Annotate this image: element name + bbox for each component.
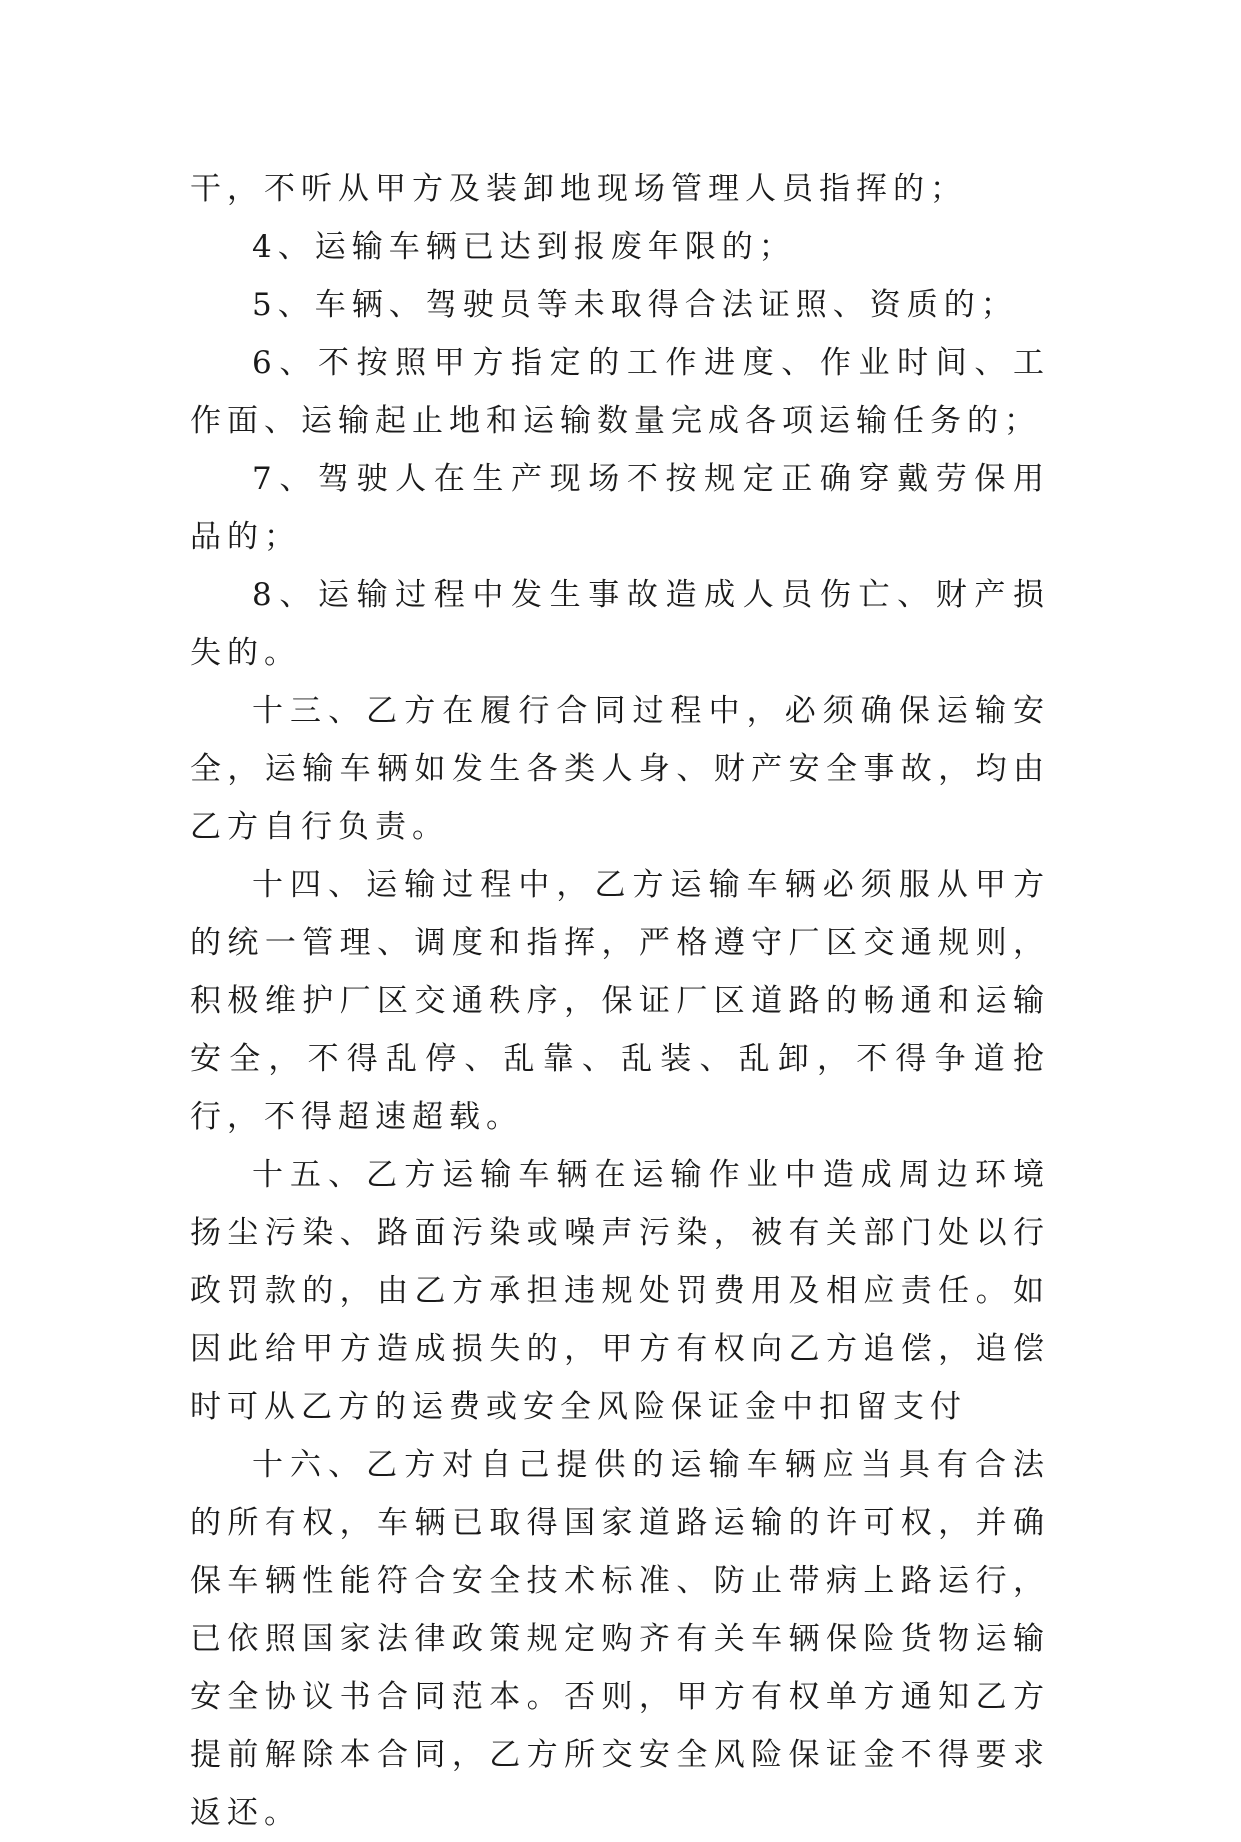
paragraph-8: 十四、运输过程中，乙方运输车辆必须服从甲方的统一管理、调度和指挥，严格遵守厂区交通规则，积极维护厂区交通秩序，保证厂区道路的畅通和运输安全，不得乱停、乱靠、乱装、乱卸，不得争道抢行，不得超速超载。 bbox=[190, 867, 1050, 1135]
document-body bbox=[190, 160, 1050, 1842]
paragraph-2: 4、运输车辆已达到报废年限的； bbox=[252, 229, 796, 265]
paragraph-10: 十六、乙方对自己提供的运输车辆应当具有合法的所有权，车辆已取得国家道路运输的许可权，并确保车辆性能符合安全技术标准、防止带病上路运行，已依照国家法律政策规定购齐有关车辆保险货物运输安全协议书合同范本。否则，甲方有权单方通知乙方提前解除本合同，乙方所交安全风险保证金不得要求返还。 bbox=[190, 1447, 1050, 1831]
paragraph-5: 7、驾驶人在生产现场不按规定正确穿戴劳保用品的； bbox=[190, 461, 1050, 555]
paragraph-3: 5、车辆、驾驶员等未取得合法证照、资质的； bbox=[252, 287, 1018, 323]
paragraph-7: 十三、乙方在履行合同过程中，必须确保运输安全，运输车辆如发生各类人身、财产安全事故，均由乙方自行负责。 bbox=[190, 693, 1050, 845]
paragraph-4: 6、不按照甲方指定的工作进度、作业时间、工作面、运输起止地和运输数量完成各项运输任务的； bbox=[190, 345, 1050, 439]
paragraph-9: 十五、乙方运输车辆在运输作业中造成周边环境扬尘污染、路面污染或噪声污染，被有关部门处以行政罚款的，由乙方承担违规处罚费用及相应责任。如因此给甲方造成损失的，甲方有权向乙方追偿，追偿时可从乙方的运费或安全风险保证金中扣留支付 bbox=[190, 1157, 1050, 1425]
paragraph-6: 8、运输过程中发生事故造成人员伤亡、财产损失的。 bbox=[190, 577, 1050, 671]
paragraph-1: 干，不听从甲方及装卸地现场管理人员指挥的； bbox=[190, 171, 967, 207]
